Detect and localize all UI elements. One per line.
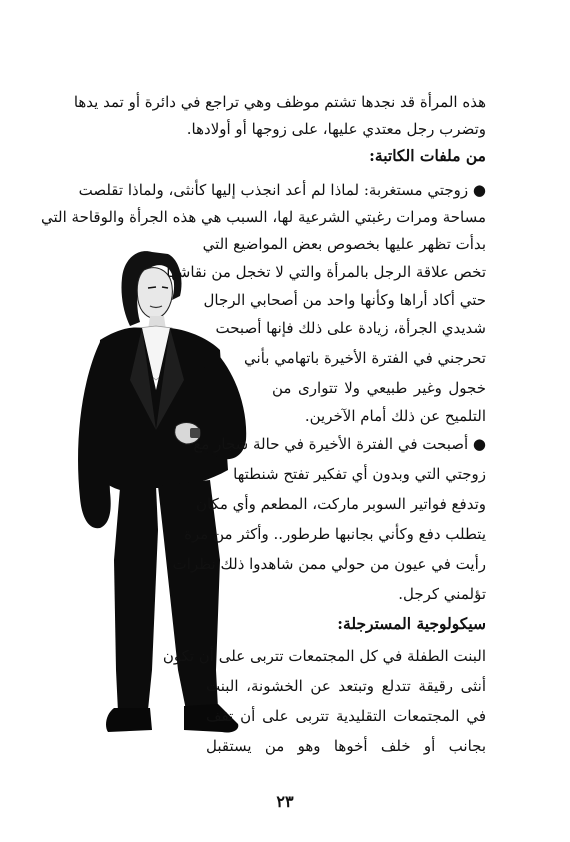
paragraph-line: البنت الطفلة في كل المجتمعات تتربى على أن تكون	[162, 647, 486, 665]
section-heading-files: من ملفات الكاتبة:	[369, 146, 486, 165]
paragraph-line: بجانب أو خلف أخوها وهو من يستقبل	[206, 737, 486, 755]
paragraph-line: ● أصبحت في الفترة الأخيرة في حالة شجار مع	[193, 435, 486, 453]
paragraph-line: حتي أكاد أراها وكأنها واحد من أصحابي الرجال	[203, 291, 486, 309]
paragraph-line: تؤلمني كرجل.	[398, 585, 486, 603]
paragraph-line: في المجتمعات التقليدية تتربى على أن تقف	[206, 707, 486, 725]
paragraph-line: التلميح عن ذلك أمام الآخرين.	[304, 407, 486, 425]
paragraph-line: رأيت في عيون من حولي ممن شاهدوا ذلك نظرات	[172, 555, 486, 573]
paragraph-line: مساحة ومرات رغبتي الشرعية لها، السبب هي هذه الجرأة والوقاحة التي	[41, 208, 486, 226]
paragraph-line: يتطلب دفع وكأني بجانبها طرطور.. وأكثر من مرة	[184, 525, 486, 543]
paragraph-line: أنثى رقيقة تتدلع وتبتعد عن الخشونة، البنت	[206, 677, 486, 695]
paragraph-line: زوجتي التي وبدون أي تفكير تفتح شنطتها	[233, 465, 486, 483]
paragraph-line: وتضرب رجل معتدي عليها، على زوجها أو أولادها.	[186, 120, 486, 138]
page-number: ٢٣	[276, 792, 294, 811]
paragraph-line: شديدي الجرأة، زيادة على ذلك فإنها أصبحت	[215, 319, 486, 337]
paragraph-line: تخص علاقة الرجل بالمرأة والتي لا تخجل من نقاشها	[166, 263, 486, 281]
paragraph-line: هذه المرأة قد نجدها تشتم موظف وهي تراجع في دائرة أو تمد يدها	[73, 93, 486, 111]
paragraph-line: تحرجني في الفترة الأخيرة باتهامي بأني	[244, 349, 486, 367]
paragraph-line: وتدفع فواتير السوبر ماركت، المطعم وأي مكان	[196, 495, 486, 513]
paragraph-line: بدأت تظهر عليها بخصوص بعض المواضيع التي	[202, 235, 486, 253]
paragraph-line: ● زوجتي مستغربة: لماذا لم أعد انجذب إليها كأنثى، ولماذا تقلصت	[78, 181, 486, 199]
paragraph-line: خجول وغير طبيعي ولا تتوارى من	[272, 379, 486, 397]
section-heading-psychology: سيكولوجية المسترجلة:	[337, 614, 486, 633]
